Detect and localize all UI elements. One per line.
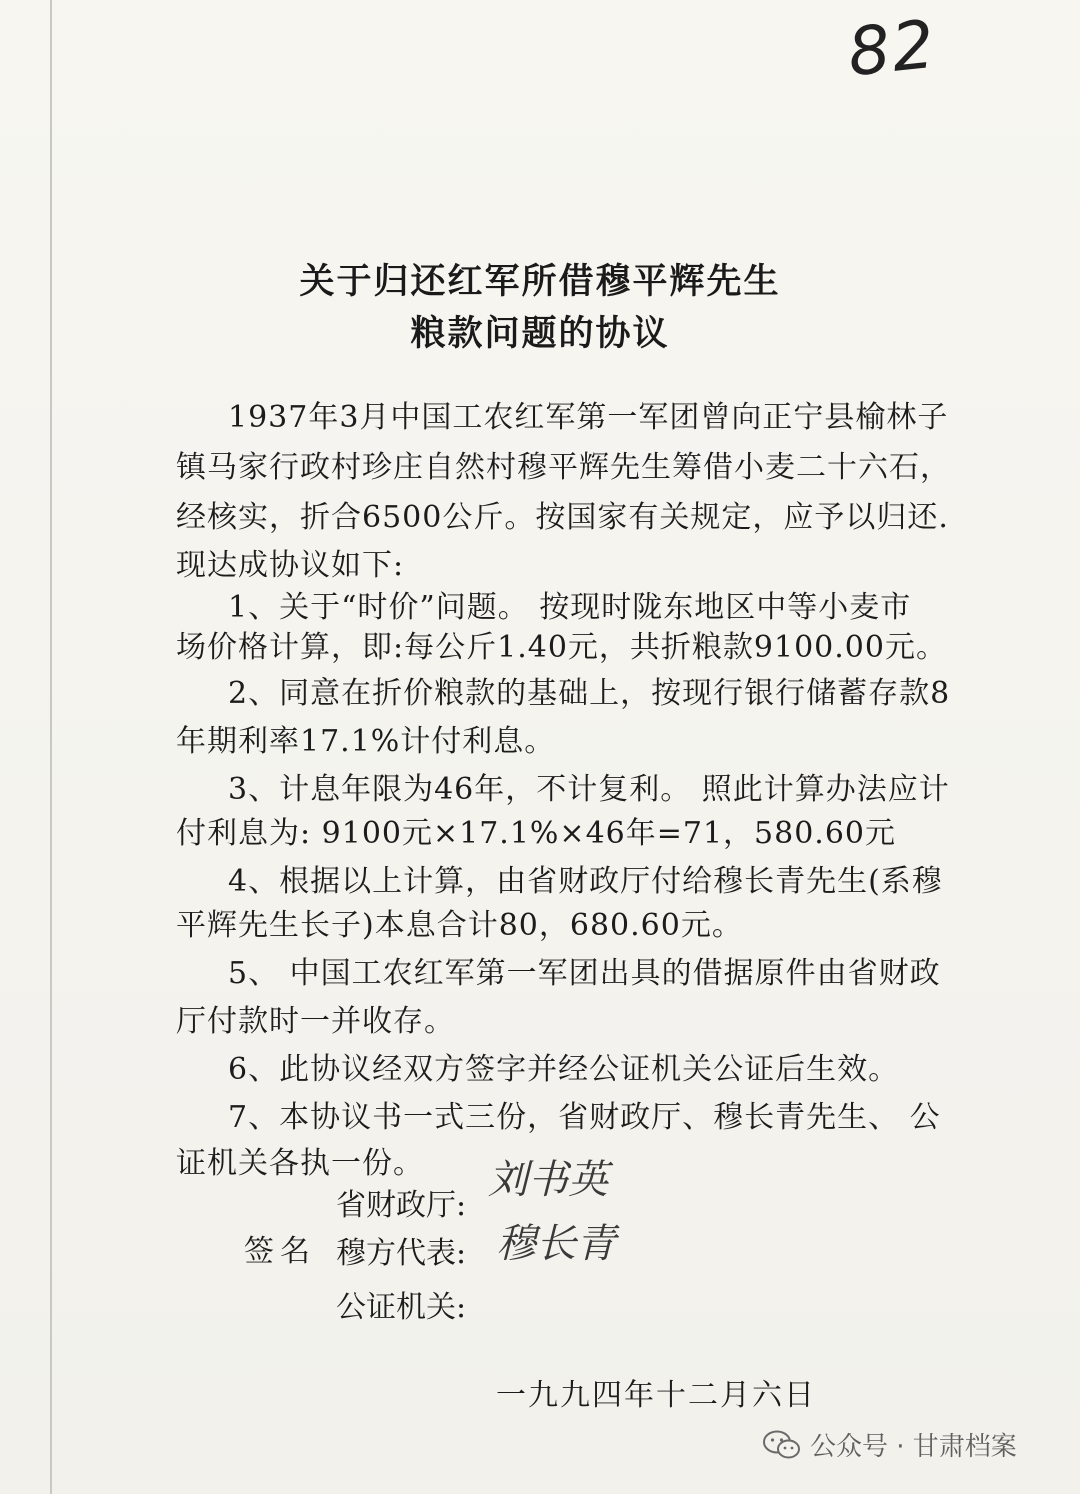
wechat-icon [762, 1429, 802, 1461]
handwritten-signature-finance-dept: 刘书英 [488, 1157, 608, 1203]
body-line: 镇马家行政村珍庄自然村穆平辉先生筹借小麦二十六石， [176, 450, 951, 485]
watermark-text: 公众号 · 甘肃档案 [810, 1432, 1017, 1462]
body-line: 2、同意在折价粮款的基础上，按现行银行储蓄存款8 [228, 676, 951, 711]
body-line: 1937年3月中国工农红军第一军团曾向正宁县榆林子 [228, 400, 949, 435]
body-line: 6、此协议经双方签字并经公证机关公证后生效。 [228, 1052, 900, 1087]
body-line: 现达成协议如下: [176, 548, 405, 583]
body-line: 7、本协议书一式三份，省财政厅、穆长青先生、 公 [228, 1100, 941, 1135]
signature-label-finance-dept: 省财政厅: [336, 1188, 467, 1223]
body-line: 平辉先生长子)本息合计80，680.60元。 [176, 908, 743, 943]
body-line: 场价格计算，即:每公斤1.40元，共折粮款9100.00元。 [176, 630, 947, 665]
page-number: 82 [844, 5, 940, 92]
body-line: 证机关各执一份。 [176, 1146, 424, 1181]
title-line-2: 粮款问题的协议 [410, 314, 670, 354]
watermark [762, 1426, 1017, 1463]
agreement-date: 一九九四年十二月六日 [496, 1378, 816, 1413]
scan-edge-line [50, 0, 52, 1494]
signature-label-notary: 公证机关: [336, 1290, 467, 1325]
title-line-1: 关于归还红军所借穆平辉先生 [299, 262, 781, 302]
body-line: 年期利率17.1%计付利息。 [176, 724, 556, 759]
body-line: 厅付款时一并收存。 [176, 1004, 455, 1039]
signature-label-mu-representative: 穆方代表: [336, 1236, 467, 1271]
body-line: 4、根据以上计算，由省财政厅付给穆长青先生(系穆 [228, 864, 943, 899]
body-line: 经核实，折合6500公斤。按国家有关规定，应予以归还. [176, 500, 949, 535]
sign-label: 签名 [244, 1234, 316, 1269]
handwritten-signature-mu-representative: 穆长青 [496, 1221, 616, 1267]
body-line: 5、 中国工农红军第一军团出具的借据原件由省财政 [228, 956, 941, 991]
body-line: 付利息为: 9100元×17.1%×46年=71，580.60元 [176, 816, 897, 851]
body-line: 1、关于“时价”问题。 按现时陇东地区中等小麦市 [228, 590, 912, 625]
body-line: 3、计息年限为46年，不计复利。 照此计算办法应计 [228, 772, 950, 807]
